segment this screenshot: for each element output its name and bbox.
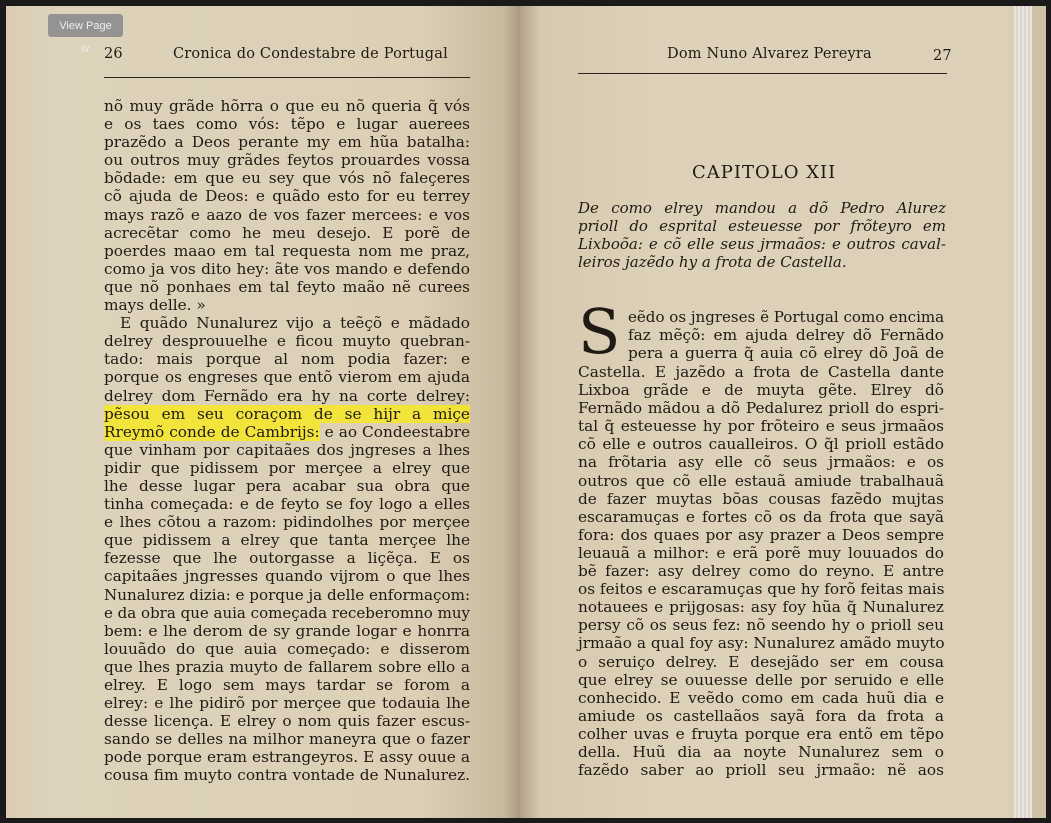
text-line: e os taes como vós: tẽpo e lugar auerees <box>104 115 470 134</box>
right-page <box>520 6 1032 818</box>
subtitle-line: leiros jazẽdo hy a frota de Castella. <box>578 253 847 272</box>
text-line: tado: mais porque al nom podia fazer: e <box>104 350 470 369</box>
text-line: pode porque eram estrangeyros. E assy ouue a <box>104 748 470 767</box>
text-line: que pidissem a elrey que tanta merçee lhe <box>104 531 470 550</box>
page-edge-stack <box>1014 6 1032 818</box>
left-running-title: Cronica do Condestabre de Portugal <box>173 46 448 62</box>
text-line: fezesse que lhe outorgasse a liçẽça. E os <box>104 549 470 568</box>
text-line: que nõ ponhaes em tal feyto maão nẽ curees <box>104 277 470 296</box>
view-page-button[interactable]: View Page iv <box>48 14 123 37</box>
text-line: desse licença. E elrey o nom quis fazer escus- <box>104 712 470 731</box>
right-page-number: 27 <box>933 48 952 64</box>
right-header-rule <box>578 73 947 74</box>
text-line: ou outros muy grãdes feytos prouardes vossa <box>104 151 470 170</box>
text-line: mays delle. » <box>104 296 206 315</box>
subtitle-line: prioll do esprital esteuesse por frõteyro em <box>578 217 946 236</box>
text-line: capitaães jngresses quando vijrom o que lhes <box>104 567 470 586</box>
left-body-text <box>104 97 470 785</box>
subtitle-line: De como elrey mandou a dõ Pedro Alurez <box>578 199 946 217</box>
text-line: cousa fim muyto contra vontade de Nunalurez. <box>104 766 470 785</box>
text-line: louuãdo do que auia começado: e disserom <box>104 639 470 658</box>
text-line: mays razõ e aazo de vos fazer mercees: e vos <box>104 205 470 224</box>
highlighted-line: pẽsou em seu coraçom de se hijr a miçe <box>104 404 470 423</box>
text-line: eẽdo os jngreses ẽ Portugal como encima <box>628 308 945 326</box>
text-line: porque os engreses que entõ vierom em ajuda <box>104 368 470 387</box>
text-line: E quãdo Nunalurez vijo a teẽçõ e mãdado <box>120 314 470 333</box>
text-line: o seruiço delrey. E desejãdo ser em cousa <box>578 652 944 671</box>
book-spread <box>6 6 1046 818</box>
text-line: notauees e prijgosas: asy foy hũa q̃ Nunalurez <box>578 598 944 617</box>
text-line: tal q̃ esteuesse hy por frõteiro e seus jrmaãos <box>578 417 944 436</box>
text-line: outros que cõ elle estauã amiude trabalhauã <box>578 471 944 490</box>
highlighted-phrase: Rreymõ conde de Cambrijs: <box>104 422 320 441</box>
text-line: pera a guerra q̃ auia cõ elrey dõ Joã de <box>628 344 944 363</box>
left-page-number: 26 <box>104 46 123 62</box>
subtitle-line: Lixboõa: e cõ elle seus jrmaãos: e outros caval- <box>578 235 946 254</box>
text-line: pidir que pidissem por merçee a elrey que <box>104 458 470 477</box>
text-line: fazẽdo saber ao prioll seu jrmaão: nẽ aos <box>578 761 944 780</box>
text-line: que lhes prazia muyto de fallarem sobre ello a <box>104 657 470 676</box>
text-line: de fazer muytas bõas cousas fazẽdo mujtas <box>578 489 944 508</box>
text-line: bẽ fazer: asy delrey como do reyno. E antre <box>578 562 944 581</box>
text-line: Castella. E jazẽdo a frota de Castella dante <box>578 363 944 381</box>
text-line: Lixboa grãde e de muyta gẽte. Elrey dõ <box>578 381 944 400</box>
text-line: elrey. E logo sem mays tardar se forom a <box>104 676 470 694</box>
text-line: Fernãdo mãdou a dõ Pedalurez prioll do espri- <box>578 399 944 418</box>
text-line: faz mẽçõ: em ajuda delrey dõ Fernãdo <box>628 326 944 345</box>
text-line: cõ elle e outros caualleiros. O q̃l prioll estãdo <box>578 435 944 454</box>
text-line: fora: dos quaes por asy prazer a Deos sempre <box>578 525 944 544</box>
text-line: della. Huũ dia aa noyte Nunalurez sem o <box>578 742 944 761</box>
text-line: Nunalurez dizia: e porque ja delle enformaçom: <box>104 585 471 604</box>
dropcap-lines <box>628 308 944 362</box>
text-line: e lhes cõtou a razom: pidindolhes por merçee <box>104 513 470 532</box>
text-line: acrecẽtar como he meu desejo. E porẽ de <box>104 223 470 242</box>
left-page <box>6 6 520 818</box>
text-line: lhe desse lugar pera acabar sua obra que <box>104 476 470 495</box>
text-line: colher uvas e fruyta porque era entõ em tẽpo <box>578 724 944 743</box>
text-line: amiude os castellaãos sayã fora da frota a <box>578 706 944 725</box>
text-line: bem: e lhe derom de sy grande logar e honrra <box>104 621 470 640</box>
text-line: conhecido. E veẽdo como em cada huũ dia e <box>578 688 944 707</box>
right-body-text <box>578 363 944 779</box>
drop-cap: S <box>578 295 621 368</box>
text-line: leuauã a milhor: e erã porẽ muy louuados do <box>578 543 944 562</box>
text-line: prazẽdo a Deos perante my em hũa batalha: <box>104 133 470 152</box>
text-line: sando se delles na milhor maneyra que o fazer <box>104 730 470 749</box>
text-line: e da obra que auia começada receberomno muy <box>104 603 470 622</box>
text-line: cõ ajuda de Deos: e quãdo esto for eu terrey <box>104 187 470 206</box>
text-line: nõ muy grãde hõrra o que eu nõ queria q̃ vós <box>104 97 470 115</box>
text-line: que elrey se ouuesse delle por seruido e elle <box>578 670 944 689</box>
text-line: delrey dom Fernãdo era hy na corte delrey: <box>104 386 470 405</box>
text-line: os feitos e escaramuças que hy forõ feitas mais <box>578 580 945 599</box>
text-line: na frõtaria asy elle cõ seus jrmaãos: e os <box>578 453 944 472</box>
right-running-title: Dom Nuno Alvarez Pereyra <box>667 46 872 62</box>
text-line: persy cõ os seus fez: nõ seendo hy o prioll seu <box>578 616 944 635</box>
text-line: escaramuças e fortes cõ os da frota que sayã <box>578 507 944 526</box>
chapter-heading: CAPITOLO XII <box>692 162 837 183</box>
left-header-rule <box>104 77 470 78</box>
text-line: elrey: e lhe pidirõ por merçee que todauia lhe <box>104 694 470 713</box>
text-line: que vinham por capitaães dos jngreses a lhes <box>104 440 470 459</box>
text-line: como ja vos dito hey: ãte vos mando e defendo <box>104 259 470 278</box>
text-line: delrey desprouuelhe e ficou muyto quebran- <box>104 332 470 351</box>
text-line: Rreymõ conde de Cambrijs: e ao Condeestabre <box>104 422 470 441</box>
chapter-subtitle <box>578 199 946 271</box>
text-line: poerdes maao em tal requesta nom me praz, <box>104 241 470 260</box>
text-line: jrmaão a qual foy asy: Nunalurez amãdo muyto <box>578 634 945 653</box>
text-line: tinha começada: e de feyto se foy logo a elles <box>104 495 470 514</box>
text-line: bõdade: em que eu sey que vós nõ faleçeres <box>104 169 470 188</box>
